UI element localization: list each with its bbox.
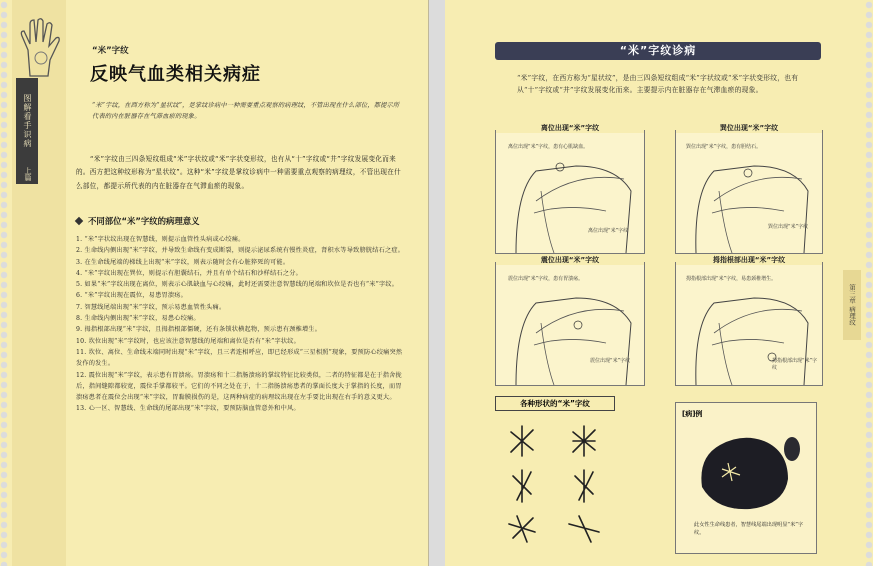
chapter-tab: 第三章 病理纹 — [843, 270, 861, 340]
diagram-zhen — [495, 256, 645, 386]
left-page — [0, 0, 429, 566]
list-item: 7. 智慧线尾端出现“米”字纹，预示易患血管性头痛。 — [76, 303, 226, 311]
diagram-xun — [675, 124, 823, 254]
section-banner: “米”字纹诊病 — [495, 42, 821, 60]
shapes-title: 各种形状的“米”字纹 — [495, 396, 615, 411]
intro-text: “米”字纹，在西方称为“星状纹”，是掌纹诊病中一种需要重点观察的病理纹，不管出现在什么部位，都提示所代表的内在脏器存在气滞血瘀的现象。 — [92, 102, 400, 121]
palm-sketch-icon — [496, 131, 644, 253]
list-item: 3. 在生命线尾端的梯线上出现“米”字纹，则表示随时会有心脏猝死的可能。 — [76, 258, 290, 266]
star-pattern-shapes-icon — [503, 420, 623, 550]
palm-sketch-icon — [676, 131, 822, 253]
list-item: 13. 心一区、智慧线、生命线的尾部出现“米”字纹，要预防脑血管意外和中风。 — [76, 405, 300, 413]
diagram-li — [495, 124, 645, 254]
list-item: 9. 拇指根部出现“米”字纹，且拇指根部僵硬，还有条锁状横起物，预示患有颈椎增生。 — [76, 326, 322, 334]
list-item: 1. “米”字状纹出现在智慧线，则提示血管性头病或心绞痛。 — [76, 236, 245, 243]
right-page — [445, 0, 873, 566]
list-item: 2. 生命线内侧出现“米”字纹，并导致生命线有变成断裂，则提示泌尿系统有慢性炎症，肾积水等导致膀胱结石之症。 — [76, 247, 405, 255]
diagram-title: 震位出现“米”字纹 — [496, 255, 644, 265]
list-item: 5. 如果“米”字纹出现在离位，则表示心肌缺血与心绞痛，此时还需要注意智慧线的尾端和坎位是否也有“米”字纹。 — [76, 281, 399, 289]
palm-print-icon — [692, 427, 804, 513]
stamp-edge — [0, 0, 8, 566]
diagram-callout: 拇指根部出现“米”字纹 — [772, 358, 818, 371]
series-label: 图解看手识病 — [23, 94, 32, 148]
list-item: 12. 震位出现“米”字纹，表示患有胃溃疡。胃溃疡和十二指肠溃疡的掌纹特征比较类似，二者的特征都是在于指舍拢后，指间缝隙都较宽，震位手掌都较平。它们的不同之处在于，十二指肠溃疡患者的掌面长度大于掌指的长度，而胃溃疡患者在震位会出现“米”字纹，胃黏膜损伤的是，这两种病症的病理纹出现在左手要比出现在右手的意义更大。 — [76, 371, 402, 402]
palm-sketch-icon — [496, 263, 644, 385]
list-item: 10. 坎位出现“米”字纹时，也应该注意智慧线的尾端和离位是否有“米”字状纹。 — [76, 337, 301, 345]
list-item: 11. 坎位、离位、生命线末端同时出现“米”字纹，且三者连相呼应，即已经形成“三星相照”现象，要预防心绞痛突然发作的发生。 — [76, 348, 403, 368]
subtitle-prefix: “米”字纹 — [92, 46, 129, 56]
diagram-thumb-root — [675, 256, 823, 386]
volume-label: 上篇 — [24, 167, 32, 181]
diagram-callout: 离位出现“米”字纹 — [588, 228, 629, 234]
hand-logo-icon — [8, 14, 78, 80]
diagram-note: 震位出现“米”字纹，患有胃溃疡。 — [508, 276, 584, 282]
diagram-title: 巽位出现“米”字纹 — [676, 123, 822, 133]
case-example-box — [675, 402, 817, 554]
diagram-callout: 震位出现“米”字纹 — [590, 358, 631, 364]
series-tab — [16, 78, 38, 164]
list-item: 6. “米”字纹出现在震位，易患胃溃疡。 — [76, 292, 188, 300]
case-title: [病]例 — [682, 410, 703, 418]
volume-tab — [16, 164, 38, 184]
stamp-edge — [865, 0, 873, 566]
diagram-title: 离位出现“米”字纹 — [496, 123, 644, 133]
list-item: 8. 生命线内侧出现“米”字纹，易患心绞痛。 — [76, 315, 200, 323]
diagram-callout: 巽位出现“米”字纹 — [768, 224, 809, 230]
diamond-bullet-icon — [75, 217, 83, 225]
diagram-note: 离位出现“米”字纹，患有心肌缺血。 — [508, 144, 589, 150]
section-heading-text: 不同部位“米”字纹的病理意义 — [88, 216, 200, 226]
section-heading — [76, 215, 200, 227]
paragraph-1: “米”字纹由三四条短纹组成“米”字状纹或“米”字状变形纹，也有从“十”字纹或“井”字纹发展变化而来的。西方把这种纹形称为“星状纹”。这种“米”字纹是掌纹诊病中一种需要重点观察的病理纹，不管出现在什么部位，都提示所代表的内在脏器存在气滞血瘀的现象。 — [76, 155, 402, 190]
diagram-title: 拇指根部出现“米”字纹 — [676, 255, 822, 265]
right-intro: “米”字纹，在西方称为“星状纹”，是由三四条短纹组成“米”字状纹或“米”字状变形纹，也有从“十”字纹或“井”字纹发展变化而来。主要提示内在脏器存在气滞血瘀的现象。 — [517, 74, 799, 94]
case-caption: 此女性生命线患者，智慧线尾端出现明显“米”字纹。 — [694, 522, 804, 536]
page-title: 反映气血类相关病症 — [90, 64, 261, 85]
diagram-note: 拇指根部出现“米”字纹，易患颈椎增生。 — [686, 276, 777, 282]
list-item: 4. “米”字纹出现在巽位，则提示有胆囊结石，并且有单个结石和沙样结石之分。 — [76, 269, 302, 277]
diagram-note: 巽位出现“米”字纹，患有胆结石。 — [686, 144, 762, 150]
item-list — [76, 234, 406, 415]
